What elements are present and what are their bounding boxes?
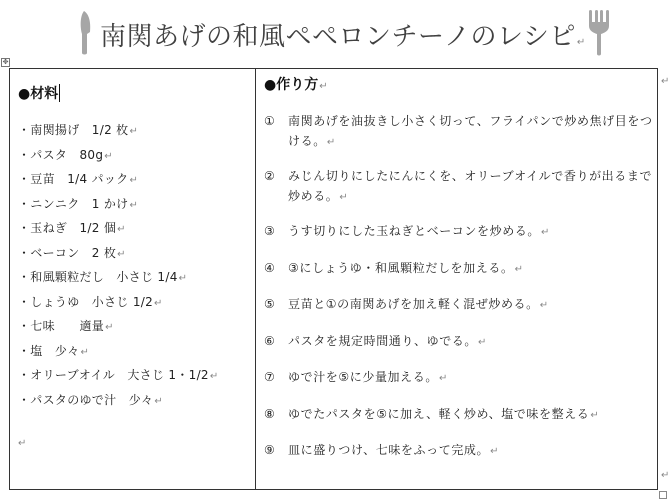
- knife-icon: [77, 10, 93, 56]
- step-item: ② みじん切りにしたにんにくを、オリーブオイルで香りが出るまで炒める。↵: [264, 169, 653, 203]
- table-move-handle[interactable]: ✥: [2, 58, 9, 66]
- row-end-mark: ↵: [661, 76, 670, 87]
- recipe-table: [9, 68, 658, 490]
- ingredient-item: ・七味 適量↵: [18, 319, 114, 333]
- row-end-mark: ↵: [661, 470, 670, 481]
- fork-icon: [588, 9, 610, 57]
- ingredient-item: ・南関揚げ 1/2 枚↵: [18, 123, 139, 137]
- page-title: 南関あげの和風ペペロンチーノのレシピ↵: [100, 22, 586, 52]
- ingredient-item: ・塩 少々↵: [18, 343, 90, 358]
- method-heading: ●作り方↵: [264, 77, 328, 93]
- ingredients-list: [18, 121, 219, 415]
- step-item: ① 南関あげを油抜きし小さく切って、フライパンで炒め焦げ目をつける。↵: [264, 114, 653, 148]
- ingredient-item: ・パスタのゆで汁 少々↵: [18, 392, 163, 407]
- ingredient-item: ・オリーブオイル 大さじ 1・1/2↵: [18, 368, 219, 382]
- ingredient-item: ・豆苗 1/4 パック↵: [18, 172, 139, 186]
- step-item: ⑦ ゆで汁を⑤に少量加える。↵: [264, 370, 448, 384]
- paragraph-mark: ↵: [18, 438, 27, 449]
- steps-list: [264, 112, 654, 462]
- step-item: ⑧ ゆでたパスタを⑤に加え、軽く炒め、塩で味を整える↵: [264, 406, 600, 421]
- step-item: ④ ③にしょうゆ・和風顆粒だしを加える。↵: [264, 260, 524, 275]
- step-item: ③ うす切りにした玉ねぎとベーコンを炒める。↵: [264, 224, 550, 238]
- ingredient-item: ・和風顆粒だし 小さじ 1/4↵: [18, 270, 188, 284]
- ingredient-item: ・ベーコン 2 枚↵: [18, 245, 126, 260]
- ingredients-heading: ●材料: [18, 86, 59, 102]
- step-item: ⑨ 皿に盛りつけ、七味をふって完成。↵: [264, 443, 500, 457]
- method-cell[interactable]: [264, 74, 654, 457]
- ingredient-item: ・しょうゆ 小さじ 1/2↵: [18, 294, 163, 309]
- text-cursor: [59, 84, 60, 102]
- ingredients-cell[interactable]: [18, 83, 248, 449]
- step-item: ⑥ パスタを規定時間通り、ゆでる。↵: [264, 333, 487, 348]
- column-divider: [255, 69, 256, 489]
- step-item: ⑤ 豆苗と①の南関あげを加え軽く混ぜ炒める。↵: [264, 297, 549, 311]
- ingredient-item: ・ニンニク 1 かけ↵: [18, 196, 139, 211]
- table-resize-handle[interactable]: [659, 491, 667, 499]
- title-row: [0, 0, 672, 64]
- ingredient-item: ・パスタ 80g↵: [18, 147, 113, 162]
- ingredient-item: ・玉ねぎ 1/2 個↵: [18, 221, 126, 235]
